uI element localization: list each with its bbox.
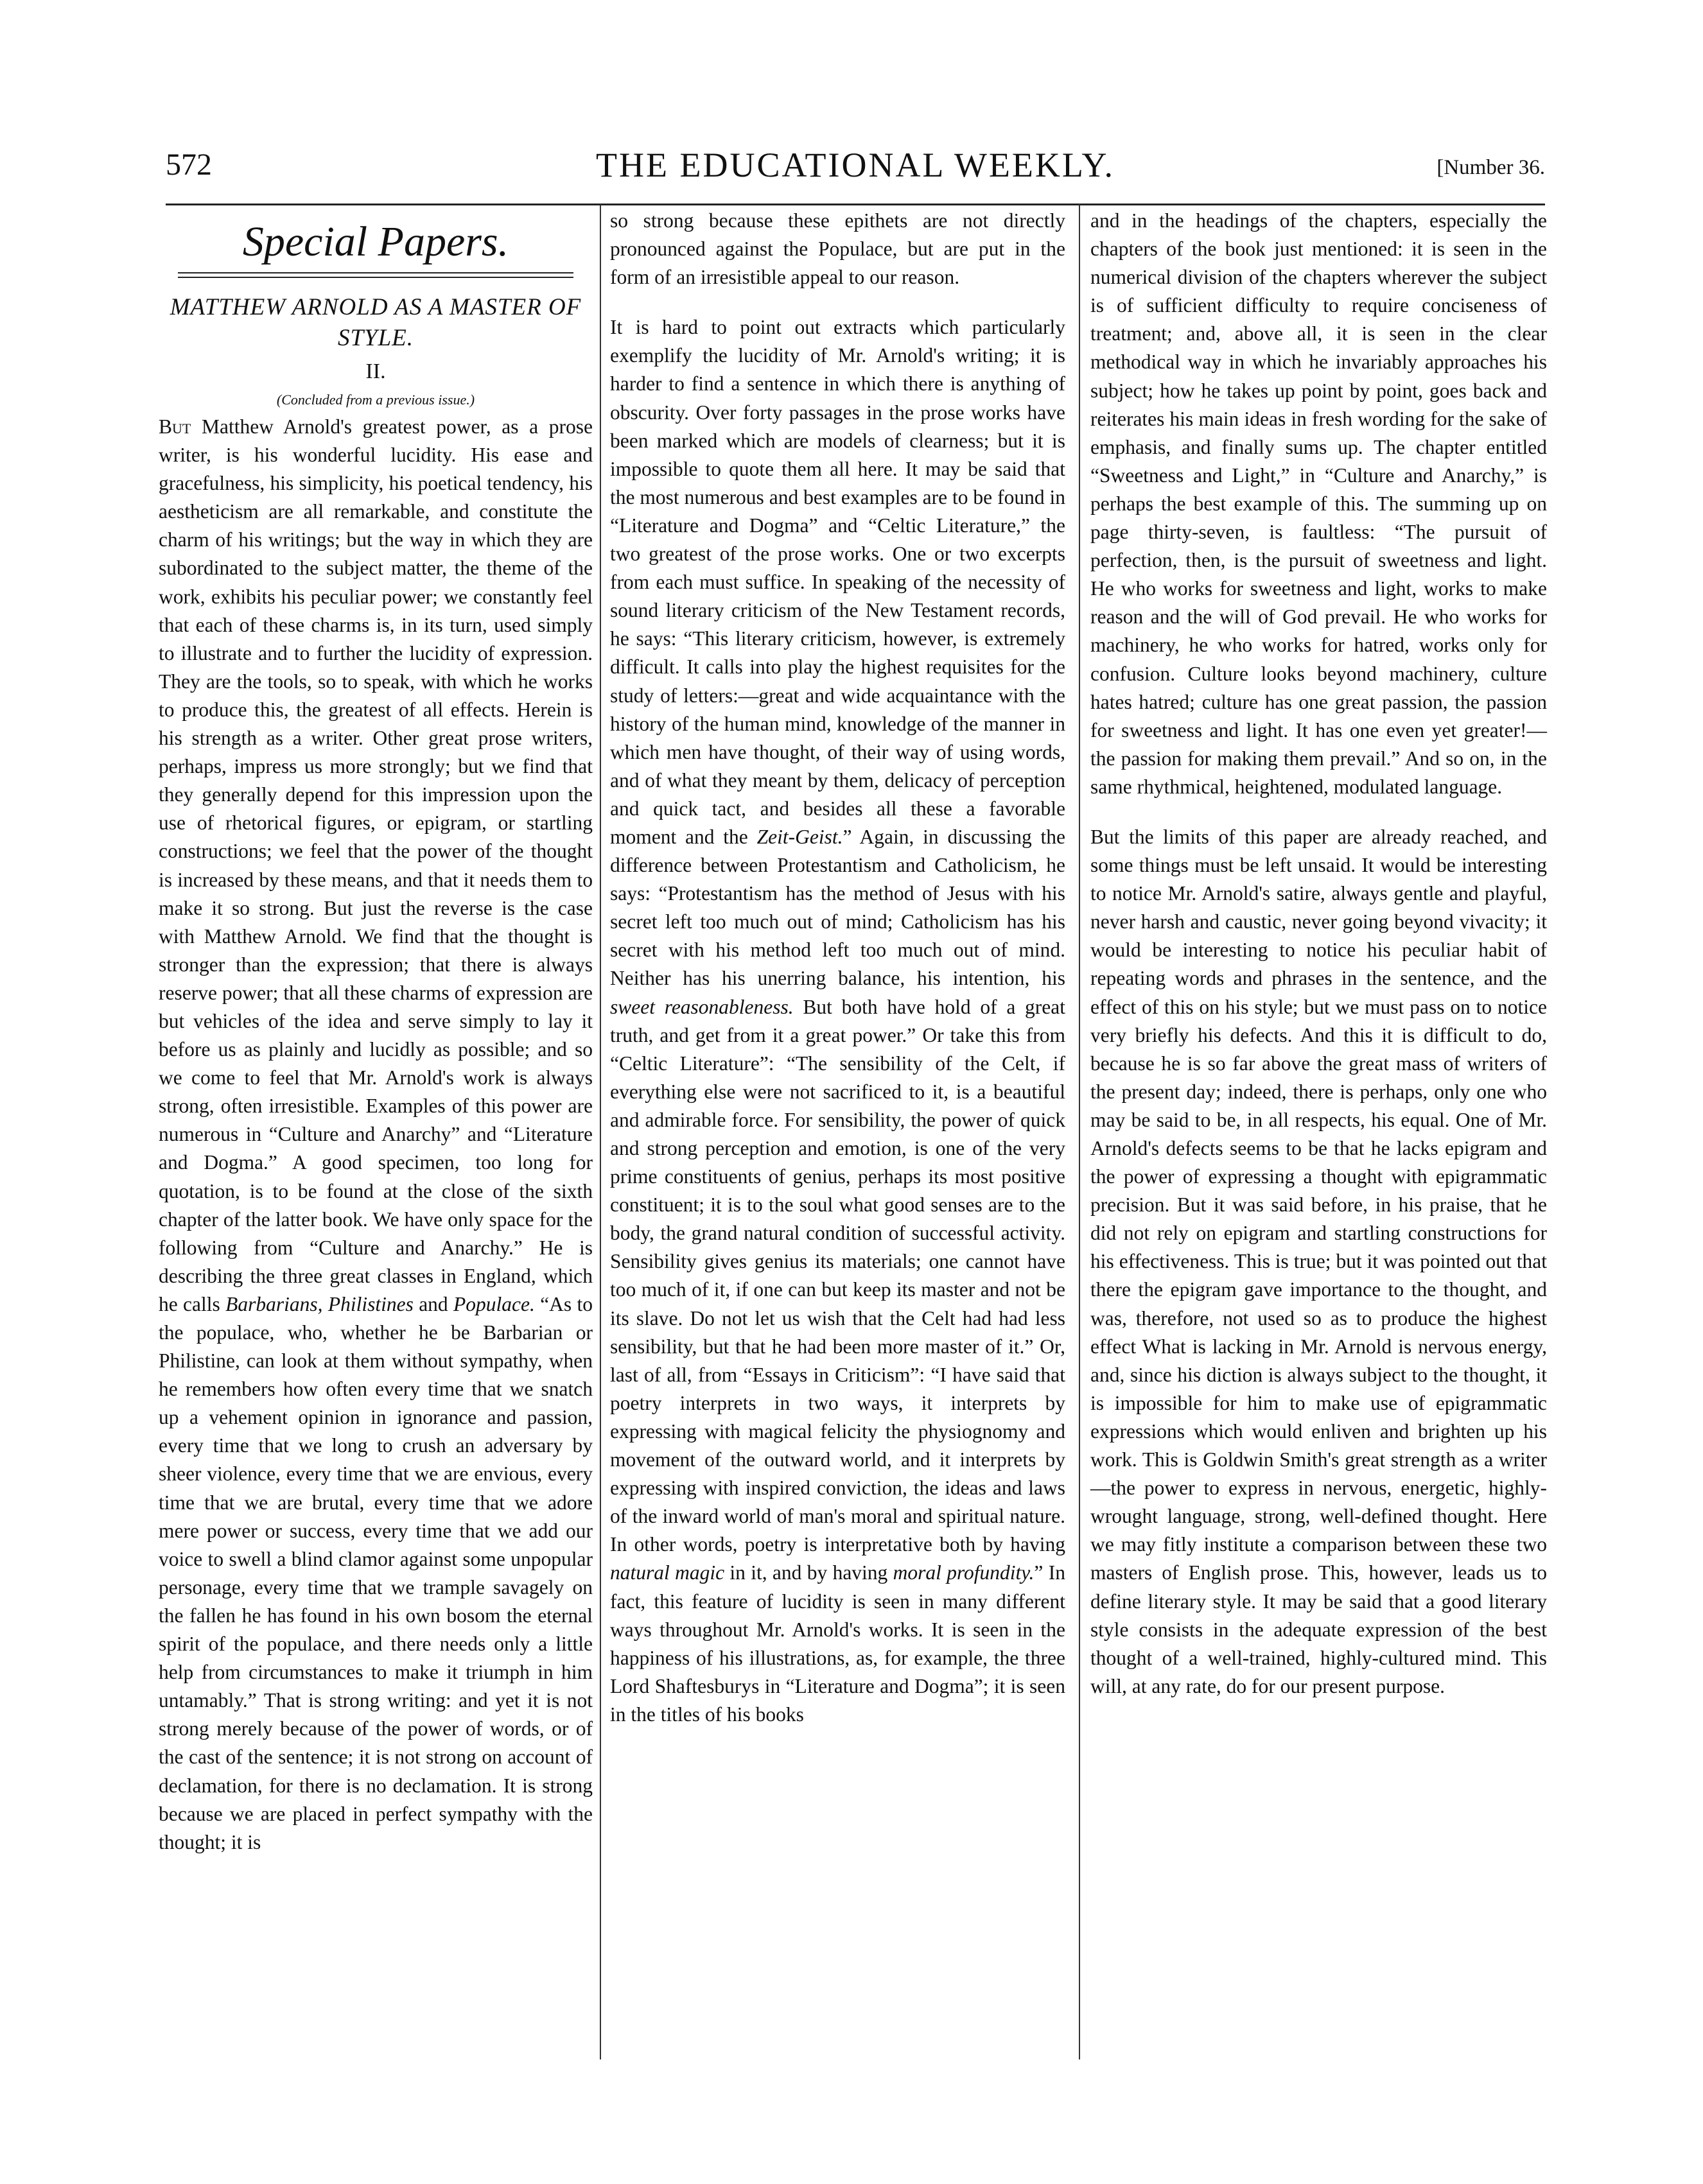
article-paragraph: It is hard to point out extracts which particularly exemplify the lucidity of Mr. Arnold's writing; it is harder to find a sentence in which there is anything of obscurity. Over forty passages in the prose works have been marked which are models of clearness; but it is impossible to quote them all here. It may be said that the most numerous and best examples are to be found in “Literature and Dogma” and “Celtic Literature,” the two greatest of the prose works. One or two excerpts from each must suffice. In speaking of the necessity of sound literary criticism of the New Testament records, he says: “This literary criticism, however, is extremely difficult. It calls into play the highest requisites for the study of letters:—great and wide acquaintance with the history of the human mind, knowledge of the manner in which men have thought, of their way of using words, and of what they meant by them, delicacy of perception and quick tact, and besides all these a favorable moment and the Zeit-Geist.” Again, in discussing the difference between Protestantism and Catholicism, he says: “Protestantism has the method of Jesus with his secret left too much out of mind; Catholicism has his secret with his method left too much out of mind. Neither has his unerring balance, his intention, his sweet reasonableness. But both have hold of a great truth, and get from it a great power.” Or take this from “Celtic Literature”: “The sensibility of the Celt, if everything else were not sacrificed to it, is a beautiful and admirable force. For sensibility, the power of quick and strong perception and emotion, is one of the very prime constituents of genius, perhaps its most positive constituent; it is to the soul what good senses are to the body, the grand natural condition of successful activity. Sensibility gives genius its materials; one cannot have too much of it, if one can but keep its master and not be its slave. Do not let us wish that the Celt had had less sensibility, but that he had been more master of it.” Or, last of all, from “Essays in Criticism”: “I have said that poetry interprets in two ways, it interprets by expressing with magical felicity the physiognomy and movement of the outward world, and it interprets by expressing with inspired conviction, the ideas and laws of the inward world of man's moral and spiritual nature. In other words, poetry is interpretative both by having natural magic in it, and by having moral profundity.” In fact, this feature of lucidity is seen in many different ways throughout Mr. Arnold's works. It is seen in the happiness of his illustrations, as, for example, the three Lord Shaftesburys in “Literature and Dogma”; it is seen in the titles of his books bbox=[610, 316, 1066, 1726]
article-paragraph: so strong because these epithets are not directly pronounced against the Populace, but are put in the form of an irresistible appeal to our reason. bbox=[610, 209, 1065, 289]
section-rule bbox=[178, 272, 573, 278]
column-2 bbox=[610, 207, 1065, 1729]
column-rule bbox=[1079, 204, 1080, 2059]
continued-note: (Concluded from a previous issue.) bbox=[276, 392, 475, 408]
journal-title: THE EDUCATIONAL WEEKLY. bbox=[596, 146, 1115, 184]
header-rule bbox=[166, 204, 1545, 205]
article-paragraph: and in the headings of the chapters, especially the chapters of the book just mentioned: it is seen in the numerical division of the chapters wherever the subject is of sufficient difficulty to require conciseness of treatment; and, above all, it is seen in the clear methodical way in which he invariably approaches his subject; how he takes up point by point, goes back and reiterates his main ideas in fresh wording for the sake of emphasis, and finally sums up. The chapter entitled “Sweetness and Light,” in “Culture and Anarchy,” is perhaps the best example of this. The summing up on page thirty-seven, is faultless: “The pursuit of perfection, then, is the pursuit of sweetness and light. He who works for sweetness and light, works to make reason and the will of God prevail. He who works for machinery, he who works for hatred, works only for confusion. Culture looks beyond machinery, culture hates hatred; culture has one great passion, the passion for sweetness and light. It has one even yet greater!—the passion for making them prevail.” And so on, in the same rhythmical, heightened, modulated language. bbox=[1090, 209, 1547, 798]
article-title: MATTHEW ARNOLD AS A MASTER OF STYLE. bbox=[170, 294, 582, 351]
article-part-number: II. bbox=[365, 360, 386, 383]
drop-lead: But bbox=[159, 415, 191, 438]
running-head bbox=[166, 143, 1545, 194]
column-rule bbox=[600, 204, 601, 2059]
page-number: 572 bbox=[166, 148, 212, 182]
column-1 bbox=[159, 207, 593, 1857]
issue-number: [Number 36. bbox=[1437, 156, 1545, 179]
column-3 bbox=[1090, 207, 1547, 1701]
section-heading: Special Papers. bbox=[242, 218, 509, 265]
article-paragraph: But the limits of this paper are already reached, and some things must be left unsaid. It would be interesting to notice Mr. Arnold's satire, always gentle and playful, never harsh and caustic, never going beyond vivacity; it would be interesting to notice his peculiar habit of repeating words and phrases in the sentence, and the effect of this on his style; but we must pass on to notice very briefly his defects. And this it is difficult to do, because he is so far above the great mass of writers of the present day; indeed, there is perhaps, only one who may be said to be, in all respects, his equal. One of Mr. Arnold's defects seems to be that he lacks epigram and the power of expressing a thought with epigrammatic precision. But it was said before, in his praise, that he did not rely on epigram and startling constructions for his effectiveness. This is true; but it was pointed out that there the epigram gave importance to the thought, and was, therefore, not used so as to produce the highest effect What is lacking in Mr. Arnold is nervous energy, and, since his diction is always subject to the thought, it is impossible for him to make use of epigrammatic expressions which would enliven and brighten up his work. This is Goldwin Smith's great strength as a writer—the power to express in nervous, energetic, highly-wrought language, strong, well-defined thought. Here we may fitly institute a comparison between these two masters of English prose. This, however, leads us to define literary style. It may be said that a good literary style consists in the adequate expression of the best thought of a well-trained, highly-cultured mind. This will, at any rate, do for our present purpose. bbox=[1090, 825, 1547, 1697]
article-paragraph: But Matthew Arnold's greatest power, as a prose writer, is his wonderful lucidity. His ease and gracefulness, his simplicity, his poetical tendency, his aestheticism are all remarkable, and constitute the charm of his writings; but the way in which they are subordinated to the subject matter, the theme of the work, exhibits his peculiar power; we constantly feel that each of these charms is, in its turn, used simply to illustrate and to further the lucidity of expression. They are the tools, so to speak, with which he works to produce this, the greatest of all effects. Herein is his strength as a writer. Other great prose writers, perhaps, impress us more strongly; but we find that they generally depend for this impression upon the use of rhetorical figures, or epigram, or startling constructions; we feel that the power of the thought is increased by these means, and that it needs them to make it so strong. But just the reverse is the case with Matthew Arnold. We find that the thought is stronger than the expression; that there is always reserve power; that all these charms of expression are but vehicles of the idea and serve simply to lay it before us as plainly and lucidly as possible; and so we come to feel that Mr. Arnold's work is always strong, often irresistible. Examples of this power are numerous in “Culture and Anarchy” and “Literature and Dogma.” A good specimen, too long for quotation, is to be found at the close of the sixth chapter of the latter book. We have only space for the following from “Culture and Anarchy.” He is describing the three great classes in England, which he calls Barbarians, Philistines and Populace. “As to the populace, who, whether he be Barbarian or Philistine, can look at them without sympathy, when he remembers how often every time that we snatch up a vehement opinion in ignorance and passion, every time that we long to crush an adversary by sheer violence, every time that we are envious, every time that we are brutal, every time that we adore mere power or success, every time that we add our voice to swell a blind clamor against some unpopular personage, every time that we trample savagely on the fallen he has found in his own bosom the eternal spirit of the populace, and there needs only a little help from circumstances to make it triumph in him untamably.” That is strong writing: and yet it is not strong merely because of the power of words, or of the cast of the sentence; it is not strong on account of declamation, for there is no declamation. It is strong because we are placed in perfect sympathy with the thought; it is bbox=[159, 415, 593, 1853]
